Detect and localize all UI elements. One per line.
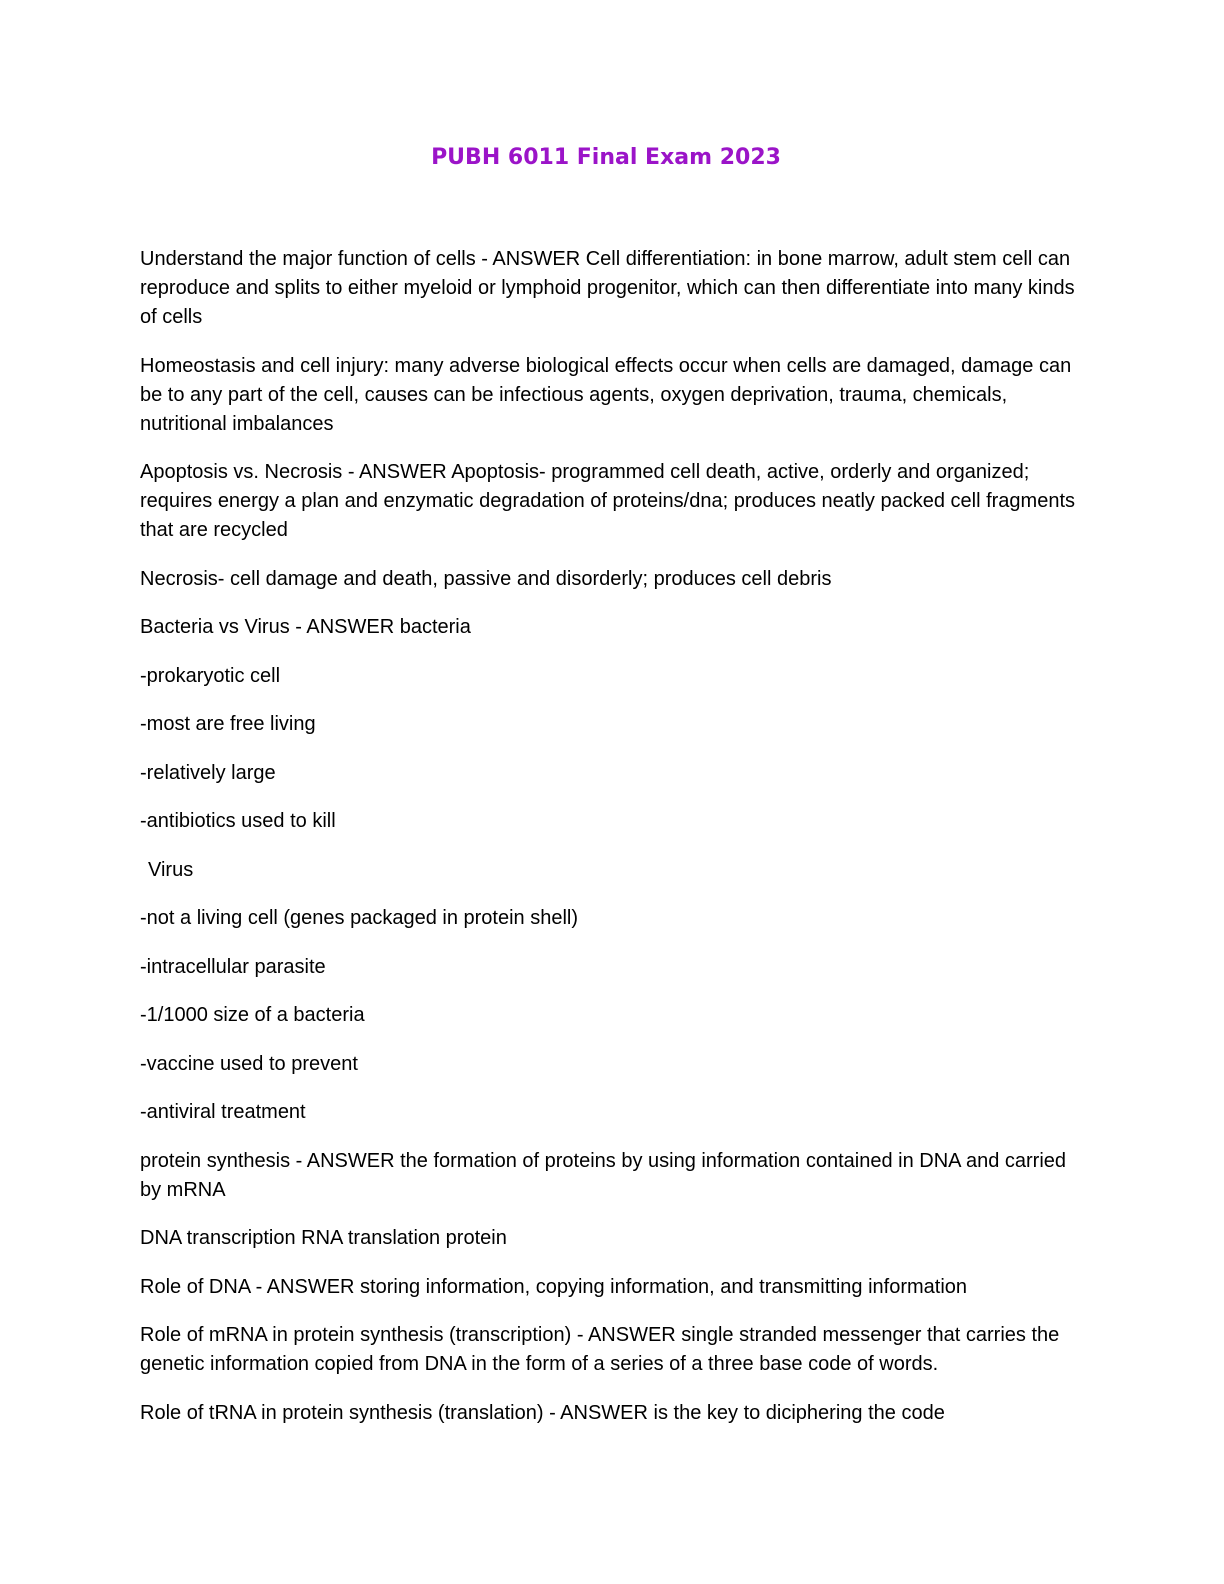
paragraph: Necrosis- cell damage and death, passive and disorderly; produces cell debris: [140, 567, 832, 590]
document-title: PUBH 6011 Final Exam 2023: [431, 145, 781, 170]
document-body: [140, 245, 1080, 1447]
subheading-virus: Virus: [148, 858, 194, 881]
list-item: -not a living cell (genes packaged in protein shell): [140, 907, 579, 929]
list-item: -antibiotics used to kill: [140, 810, 336, 832]
paragraph: Homeostasis and cell injury: many adverse biological effects occur when cells are damaged, damage can be to any part of the cell, causes can be infectious agents, oxygen deprivation, trauma, chemicals, nutritional imbalances: [140, 354, 1072, 435]
paragraph: protein synthesis - ANSWER the formation of proteins by using information contained in DNA and carried by mRNA: [140, 1149, 1067, 1201]
paragraph: Bacteria vs Virus - ANSWER bacteria: [140, 616, 471, 638]
list-item: -antiviral treatment: [140, 1101, 306, 1123]
list-item: -most are free living: [140, 713, 316, 735]
paragraph: Role of tRNA in protein synthesis (translation) - ANSWER is the key to diciphering the code: [140, 1401, 945, 1424]
list-item: -relatively large: [140, 761, 276, 784]
paragraph: DNA transcription RNA translation protein: [140, 1227, 507, 1249]
paragraph: Understand the major function of cells - ANSWER Cell differentiation: in bone marrow, adult stem cell can reproduce and splits to either myeloid or lymphoid progenitor, which can then differentiate into many kinds of cells: [140, 248, 1075, 328]
list-item: -prokaryotic cell: [140, 664, 281, 687]
paragraph: Apoptosis vs. Necrosis - ANSWER Apoptosis- programmed cell death, active, orderly and organized; requires energy a plan and enzymatic degradation of proteins/dna; produces neatly packed cell fragments that are recycled: [140, 461, 1076, 541]
paragraph: Role of mRNA in protein synthesis (transcription) - ANSWER single stranded messenger that carries the genetic information copied from DNA in the form of a series of a three base code of words.: [140, 1324, 1060, 1375]
list-item: -intracellular parasite: [140, 955, 326, 978]
list-item: -1/1000 size of a bacteria: [140, 1004, 365, 1026]
paragraph: Role of DNA - ANSWER storing information, copying information, and transmitting information: [140, 1275, 968, 1298]
list-item: -vaccine used to prevent: [140, 1052, 358, 1075]
